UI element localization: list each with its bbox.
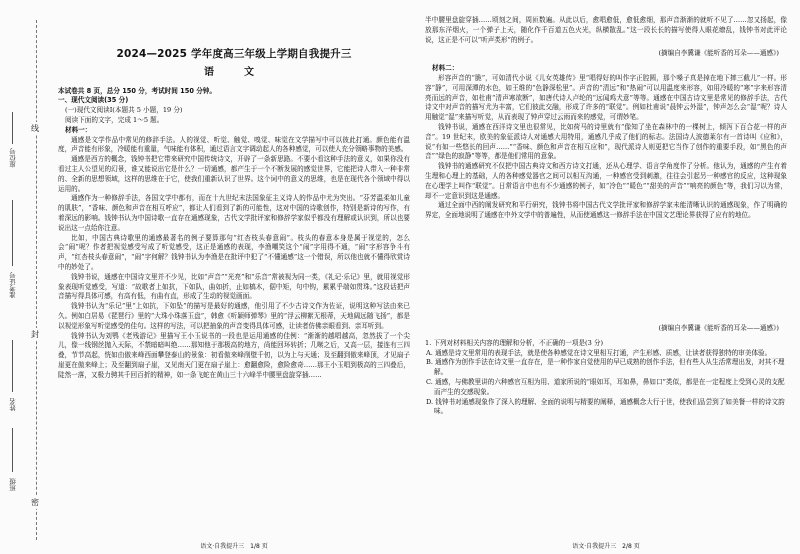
page-2 bbox=[425, 16, 787, 551]
class-blank bbox=[12, 428, 13, 472]
exam-notice: 本试卷共 8 页，总分 150 分，考试时间 150 分钟。 bbox=[58, 86, 216, 95]
page-footer: 语文·自我提升三 2/8 页 bbox=[572, 543, 640, 551]
binding-dashed-line bbox=[36, 20, 37, 540]
page-footer: 语文·自我提升三 1/8 页 bbox=[200, 543, 268, 551]
exam-id-label: 准考证号 bbox=[9, 272, 17, 298]
answer-option-c: C. 通感，与佛教里讲的六种感官互相为用、道家所说的“眼如耳，耳如鼻，鼻如口”类似，都是在一定程度上受到心灵的支配而产生的交感现象。 bbox=[426, 377, 785, 396]
paragraph: 钱钟书说，通感在中国诗文里并不少见，比如“声音”“光亮”和“乐音”常被视为同一类，《礼记·乐记》里，就用视觉形象表现听觉感受，写道：“故歌者上如抗，下如队，曲如折，止如槁木，倨中矩，句中钩，累累乎端如贯珠。”这段话把声音描写得具体可感，有高有低，有曲有直，形成了生动的视觉画面。 bbox=[58, 272, 410, 301]
subject-heading: 语 文 bbox=[204, 66, 264, 78]
binding-margin bbox=[0, 0, 52, 554]
material-one-label: 材料一： bbox=[65, 125, 92, 134]
page-1 bbox=[58, 16, 410, 551]
answer-option-a: A. 通感是诗文里常用的表现手法，就是使各种感觉在诗文里相互打通，产生形感、质感，让读者获得独特的审美体验。 bbox=[426, 348, 772, 357]
answer-option-b: B. 通感作为创作手法在诗文里一直存在，是一种作家自觉使用的早已成熟的创作手法，但有些人从生活常理出发，对其不理解。 bbox=[426, 358, 785, 377]
material-two-body bbox=[425, 74, 787, 320]
paragraph: 通过全面中西的阐发研究和平行研究，钱钟书将中国古代文学批评家和修辞学家未能清晰认识的通感现象，作了明确的界定，全面地说明了通感在中外文学中的普遍性，从而使通感这一修辞手法在中国文艺理论界获得了应有的地位。 bbox=[425, 201, 787, 220]
source-citation: (摘编自李冀谦《能听香的耳朵——通感》) bbox=[658, 323, 779, 332]
paragraph: 钱钟书说，通感在西洋诗文里也很常见，比如荷马的诗里就有“像知了坐在森林中的一棵树上，倾泻下百合花一样的声音”。19 世纪末，欧美的象征派诗人对通感大用特用，通感几乎成了他们的标志。法国诗人波德莱尔有一首诗叫《应和》，说“有如一些悠长的回声……”“香味、颜色和声音在相互应和”，现代派诗人则更把它当作了创作的重要手段，如“黑色的声音”“绿色的寂静”等等，都是他们常用的意象。 bbox=[425, 122, 787, 161]
section-heading: 一、现代文阅读(35 分) bbox=[58, 96, 129, 105]
binding-word-line: 线 bbox=[31, 124, 39, 133]
paragraph: 通感是文学作品中常见的修辞手法。人的视觉、听觉、触觉、嗅觉、味觉在文学描写中可以彼此打通。颜色能有温度，声音能有形象，冷暖能有重量，气味能有体积，通过语言文字调动起人的各种感觉，可以使人充分领略事物的美感。 bbox=[58, 135, 410, 154]
binding-word-seal: 封 bbox=[31, 330, 39, 339]
name-label: 姓名 bbox=[9, 398, 17, 411]
exam-id-blank bbox=[12, 200, 13, 266]
subsection-heading: (一)现代文阅读Ⅰ(本题共 5 小题，19 分) bbox=[65, 106, 183, 115]
binding-word-secret: 密 bbox=[31, 498, 39, 507]
paragraph: 比如，中国古典诗歌里的通感最著名的例子要算那句“红杏枝头春意闹”。枝头的春意本身是属于视觉的，怎么会“闹”呢？作者把视觉感受写成了听觉感受，这正是通感的表现，李渔嘲笑这个“闹”字用得不通，“闹”字形容争斗有声，“红杏枝头春意闹”，“闹”字何解？钱钟书认为李渔是在批评中犯了“不懂通感”这一个错误，所以他也就不懂得欣赏诗中的妙处了。 bbox=[58, 233, 410, 271]
paragraph: 钱钟书认为刘鹗《老残游记》里描写王小玉说书的一段也是运用通感的佳例：“渐渐的越唱越高，忽然拔了一个尖儿，像一线钢丝抛入天际，不禁暗暗叫绝……那知他于那极高的地方，尚能回环转折；几啭之后，又高一层，接连有三四叠，节节高起，恍如由傲来峰西面攀登泰山的景象：初看傲来峰削壁千仞，以为上与天通；及至翻到傲来峰顶，才见扇子崖更在傲来峰上；及至翻到扇子崖，又见南天门更在扇子崖上：愈翻愈险，愈险愈奇……那王小玉唱到极高的三四叠后，陡然一落，又极力骋其千回百折的精神，如一条飞蛇在黄山三十六峰半中腰里盘旋穿插…… bbox=[58, 331, 410, 379]
continuation-paragraph: 半中腰里盘旋穿插……顷刻之间，周匝数遍。从此以后，愈唱愈低，愈低愈细，那声音渐渐的就听不见了……忽又扬起，像放那东洋烟火，一个弹子上天，随化作千百道五色火光，纵横散乱。”这一段长长的描写使得人眼花缭乱，钱钟书对此评论说，这正是不可以“听声类形”的例子。 bbox=[425, 16, 787, 44]
source-citation: (摘编自李冀谦《能听香的耳朵——通感》) bbox=[658, 49, 779, 58]
question-stem: 1. 下列对材料相关内容的理解和分析，不正确的一项是(3 分) bbox=[425, 338, 604, 347]
paragraph: 通感是西方的概念，钱钟书把它带来研究中国传统诗文，开辟了一条新思路。不要小看这种手法的意义，如果你没有看过主人公望见的幻景，谁又能说出它是什么？一切通感，都产生于一个不断发展的感觉世界，它能把诗人带入一种非常的、全新的思想领域，这样的思维在于它，使我们重新认识了世界。这个词中的意义的思维，也是在现代各个领域中得以运用的。 bbox=[58, 155, 410, 193]
material-one-body bbox=[58, 136, 410, 494]
answer-option-d: D. 钱钟书对通感现象作了深入的理解、全面的说明与精要的阐释，通感概念大行于世，使我们品尝到了如美餐一样的诗文韵味。 bbox=[426, 397, 785, 416]
paragraph: 钱钟书认为“乐记”里“上如抗，下如坠”的描写是最好的通感，他引用了不少古诗文作为佐证，说明这种写法由来已久。例如白居易《琵琶行》里的“大珠小珠落玉盘”，韩愈《听颖师弹琴》里的“浮云柳絮无根蒂，天地阔远随飞扬”，都是以视觉形象写听觉感受的佳句。这样的写法，可以把抽象的声音变得具体可感，让读者仿佛亲眼看到、亲耳听到。 bbox=[58, 302, 410, 330]
paragraph: 通感作为一种修辞手法，各国文学中都有，而在十九世纪末法国象征主义诗人的作品中尤为突出。“芬芳温柔如儿童的肌肤”，“香味、颜色和声音在相互呼应”，都让人们看到了新的可能性，这对中国的诗歌创作，特别是新诗的写作，有着深远的影响。钱钟书认为中国诗歌一直存在通感现象，古代文学批评家和修辞学家似乎都没有理解或认识到，所以也要说出这一点给你注意。 bbox=[58, 194, 410, 232]
paragraph: 钱钟书的通感研究不仅把中国古典诗文和西方诗文打通，还从心理学、语言学角度作了分析。他认为，通感的产生有着生理和心理上的基础，人的各种感觉器官之间可以相互沟通，一种感官受到刺激，往往会引起另一种感官的反应，这种现象在心理学上叫作“联觉”。日常语言中也有不少通感的例子，如“冷色”“暖色”“甜美的声音”“响亮的颜色”等，我们习以为常，却不一定意识到这是通感。 bbox=[425, 162, 787, 200]
exam-title: 2024—2025 学年度高三年级上学期自我提升三 bbox=[116, 48, 352, 60]
class-label: 班级 bbox=[9, 478, 17, 491]
seat-number-label: 座位号 bbox=[9, 148, 17, 168]
seat-number-blank bbox=[12, 112, 13, 144]
paragraph: 形容声音的“脆”，可如清代小说《儿女英雄传》里“唱得好的叫作字正腔圆，那个嗓子真是掉在地下摔三截儿”一样。形容“静”，可用深潭的水色，如王维的“色静深松里”。声音的“清远”和“热闹”可以用温度来形容，如用冷暖的“寒”字来形容清亮而远的声音，如杜甫“清声寒欲断”，如唐代诗人卢纶的“远闻鸡犬意”等等。通感在中国古诗文里是常见的修辞手法，古代诗文中对声音的描写尤为丰富，它们彼此交融，形成了许多的“联觉”。例如杜甫说“晨钟云外湿”，钟声怎么会“湿”呢？诗人用触觉“湿”来描写听觉，从而表现了钟声穿过云雨而来的感觉，可谓妙笔。 bbox=[425, 73, 787, 122]
reading-instruction: 阅读下面的文字，完成 1～5 题。 bbox=[65, 115, 164, 124]
material-two-label: 材料二： bbox=[432, 64, 459, 73]
name-blank bbox=[12, 340, 13, 392]
